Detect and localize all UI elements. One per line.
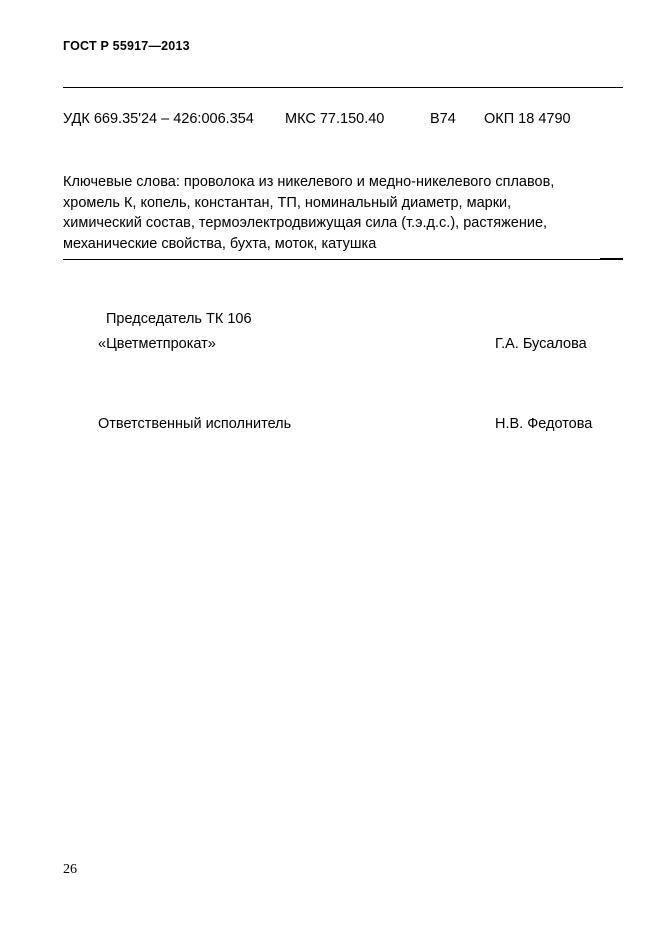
top-divider [63,87,623,88]
executor-title: Ответственный исполнитель [98,416,292,432]
keywords-line: химический состав, термоэлектродвижущая сила (т.э.д.с.), растяжение, [63,215,548,231]
mks-code: МКС 77.150.40 [285,111,385,127]
keywords-line: механические свойства, бухта, моток, катушка [63,235,377,252]
keywords-block [63,172,633,254]
bottom-divider-tail [600,258,623,259]
chair-name: Г.А. Бусалова [495,336,587,352]
okp-code: ОКП 18 4790 [484,111,571,127]
group-code: В74 [430,111,456,127]
chair-title: Председатель ТК 106 [106,311,252,327]
bottom-divider [63,259,623,260]
keywords-line: хромель К, копель, константан, ТП, номинальный диаметр, марки, [63,194,512,211]
committee-name: «Цветметпрокат» [98,336,216,352]
standard-code-header: ГОСТ Р 55917—2013 [63,39,190,53]
executor-name: Н.В. Федотова [495,416,593,432]
page-number: 26 [63,862,77,877]
udk-code: УДК 669.35'24 – 426:006.354 [63,111,254,127]
keywords-line: Ключевые слова: проволока из никелевого и медно-никелевого сплавов, [63,174,555,190]
